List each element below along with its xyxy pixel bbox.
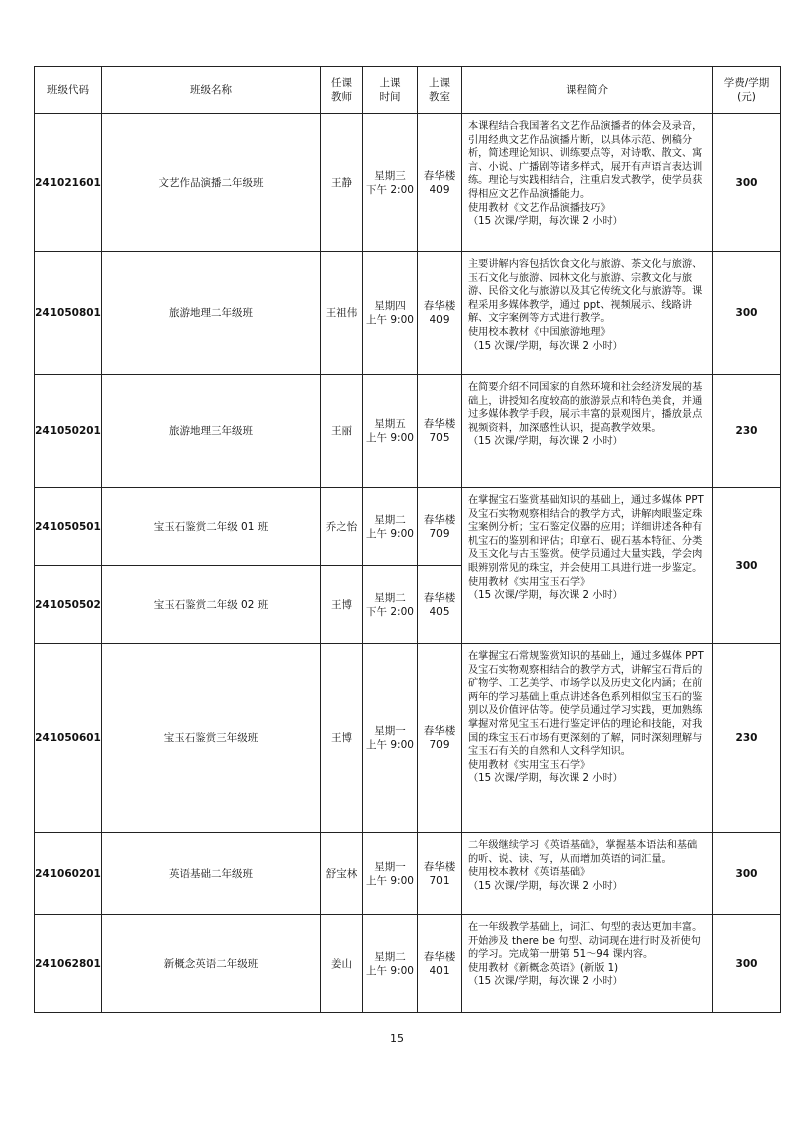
- table-row: [35, 114, 781, 252]
- page-number: 15: [390, 1032, 404, 1045]
- course-intro: [462, 375, 713, 488]
- class-name: 旅游地理三年级班: [102, 375, 321, 488]
- course-intro: [462, 488, 713, 644]
- class-time: 星期一 上午 9:00: [363, 833, 418, 915]
- class-time: 星期五 上午 9:00: [363, 375, 418, 488]
- class-time: 星期二 上午 9:00: [363, 915, 418, 1013]
- class-name: 旅游地理二年级班: [102, 252, 321, 375]
- tuition-fee: 300: [713, 488, 781, 644]
- tuition-fee: 300: [713, 915, 781, 1013]
- class-code: 241050601: [35, 644, 102, 833]
- classroom: 春华楼 409: [418, 114, 462, 252]
- classroom: 春华楼 709: [418, 488, 462, 566]
- intro-schedule: （15 次课/学期，每次课 2 小时）: [468, 773, 623, 785]
- tuition-fee: 230: [713, 375, 781, 488]
- tuition-fee: 300: [713, 252, 781, 375]
- intro-textbook: 使用教材《实用宝玉石学》: [468, 759, 591, 771]
- course-intro: [462, 833, 713, 915]
- intro-schedule: （15 次课/学期，每次课 2 小时）: [468, 880, 623, 892]
- class-time: 星期一 上午 9:00: [363, 644, 418, 833]
- tuition-fee: 300: [713, 114, 781, 252]
- intro-textbook: 使用教材《文艺作品演播技巧》: [468, 202, 611, 214]
- course-intro: [462, 915, 713, 1013]
- intro-text: 在简要介绍不同国家的自然环境和社会经济发展的基础上，讲授知名度较高的旅游景点和特色美食，并通过多媒体教学手段，展示丰富的景观图片，播放景点视频资料，加深感性认识，提高教学效果。: [468, 382, 703, 434]
- header-room: 上课 教室: [418, 67, 462, 114]
- class-code: 241050201: [35, 375, 102, 488]
- header-time: 上课 时间: [363, 67, 418, 114]
- intro-schedule: （15 次课/学期，每次课 2 小时）: [468, 216, 623, 228]
- class-code: 241050801: [35, 252, 102, 375]
- table-row: [35, 644, 781, 833]
- teacher: 王丽: [321, 375, 363, 488]
- classroom: 春华楼 709: [418, 644, 462, 833]
- course-intro: [462, 252, 713, 375]
- classroom: 春华楼 409: [418, 252, 462, 375]
- intro-textbook: 使用校本教材《中国旅游地理》: [468, 326, 611, 338]
- teacher: 乔之怡: [321, 488, 363, 566]
- tuition-fee: 300: [713, 833, 781, 915]
- header-fee: 学费/学期 (元): [713, 67, 781, 114]
- teacher: 王博: [321, 566, 363, 644]
- intro-text: 在一年级教学基础上，词汇、句型的表达更加丰富。开始涉及 there be 句型、动词现在进行时及祈使句的学习。完成第一册第 51～94 课内容。: [468, 922, 703, 961]
- intro-text: 在掌握宝石鉴赏基础知识的基础上，通过多媒体 PPT 及宝石实物观察相结合的教学方式，讲解肉眼鉴定珠宝案例分析；宝石鉴定仪器的应用；详细讲述各种有机宝石的鉴别和评估；印章石、砚石基本特征、分类及玉文化与古玉鉴赏。使学员通过大量实践，学会肉眼辨别常见的珠宝，并会使用工具进行进一步鉴定。: [468, 495, 704, 574]
- class-code: 241021601: [35, 114, 102, 252]
- classroom: 春华楼 405: [418, 566, 462, 644]
- table-row: [35, 833, 781, 915]
- teacher: 王祖伟: [321, 252, 363, 375]
- class-time: 星期四 上午 9:00: [363, 252, 418, 375]
- class-name: 宝玉石鉴赏二年级 01 班: [102, 488, 321, 566]
- header-class-code: 班级代码: [35, 67, 102, 114]
- intro-text: 本课程结合我国著名文艺作品演播者的体会及录音，引用经典文艺作品演播片断，以具体示范、例稿分析，简述理论知识、训练要点等，对诗歌、散文、寓言、小说、广播剧等诸多样式，展开有声语言表达训练。理论与实践相结合，注重启发式教学，使学员获得相应文艺作品演播能力。: [468, 121, 703, 200]
- classroom: 春华楼 401: [418, 915, 462, 1013]
- intro-text: 主要讲解内容包括饮食文化与旅游、茶文化与旅游、玉石文化与旅游、园林文化与旅游、宗教文化与旅游、民俗文化与旅游以及其它传统文化与旅游等。课程采用多媒体教学，通过 ppt、视频展示、线路讲解、文字案例等方式进行教学。: [468, 259, 703, 325]
- teacher: 王博: [321, 644, 363, 833]
- table-row: [35, 488, 781, 566]
- class-name: 文艺作品演播二年级班: [102, 114, 321, 252]
- intro-schedule: （15 次课/学期，每次课 2 小时）: [468, 976, 623, 988]
- intro-textbook: 使用教材《实用宝玉石学》: [468, 576, 591, 588]
- intro-text: 二年级继续学习《英语基础》，掌握基本语法和基础的听、说、读、写，从而增加英语的词汇量。: [468, 840, 698, 865]
- teacher: 舒宝林: [321, 833, 363, 915]
- classroom: 春华楼 701: [418, 833, 462, 915]
- header-class-name: 班级名称: [102, 67, 321, 114]
- intro-textbook: 使用教材《新概念英语》(新版 1): [468, 962, 619, 974]
- table-row: [35, 375, 781, 488]
- class-name: 新概念英语二年级班: [102, 915, 321, 1013]
- header-teacher: 任课 教师: [321, 67, 363, 114]
- intro-schedule: （15 次课/学期，每次课 2 小时）: [468, 340, 623, 352]
- course-intro: [462, 644, 713, 833]
- table-header-row: [35, 67, 781, 114]
- class-code: 241050502: [35, 566, 102, 644]
- header-intro: 课程简介: [462, 67, 713, 114]
- tuition-fee: 230: [713, 644, 781, 833]
- class-code: 241062801: [35, 915, 102, 1013]
- intro-textbook: 使用校本教材《英语基础》: [468, 867, 591, 879]
- intro-text: 在掌握宝石常规鉴赏知识的基础上，通过多媒体 PPT 及宝石实物观察相结合的教学方式，讲解宝石背后的矿物学、工艺美学、市场学以及历史文化内涵；在前两年的学习基础上重点讲述各色系列相似宝玉石的鉴别以及价值评估等。使学员通过学习实践，更加熟练掌握对常见宝玉石进行鉴定评估的理论和技能，对我国的珠宝玉石市场有更深刻的了解，同时深刻理解与宝玉石有关的自然和人文科学知识。: [468, 651, 704, 758]
- course-intro: [462, 114, 713, 252]
- intro-schedule: （15 次课/学期，每次课 2 小时）: [468, 436, 623, 448]
- class-name: 宝玉石鉴赏二年级 02 班: [102, 566, 321, 644]
- class-name: 英语基础二年级班: [102, 833, 321, 915]
- intro-schedule: （15 次课/学期，每次课 2 小时）: [468, 590, 623, 602]
- course-table: [34, 66, 781, 1013]
- class-time: 星期三 下午 2:00: [363, 114, 418, 252]
- table-row: [35, 252, 781, 375]
- class-time: 星期二 上午 9:00: [363, 488, 418, 566]
- teacher: 王静: [321, 114, 363, 252]
- class-name: 宝玉石鉴赏三年级班: [102, 644, 321, 833]
- classroom: 春华楼 705: [418, 375, 462, 488]
- class-time: 星期二 下午 2:00: [363, 566, 418, 644]
- table-row: [35, 915, 781, 1013]
- class-code: 241050501: [35, 488, 102, 566]
- class-code: 241060201: [35, 833, 102, 915]
- teacher: 姜山: [321, 915, 363, 1013]
